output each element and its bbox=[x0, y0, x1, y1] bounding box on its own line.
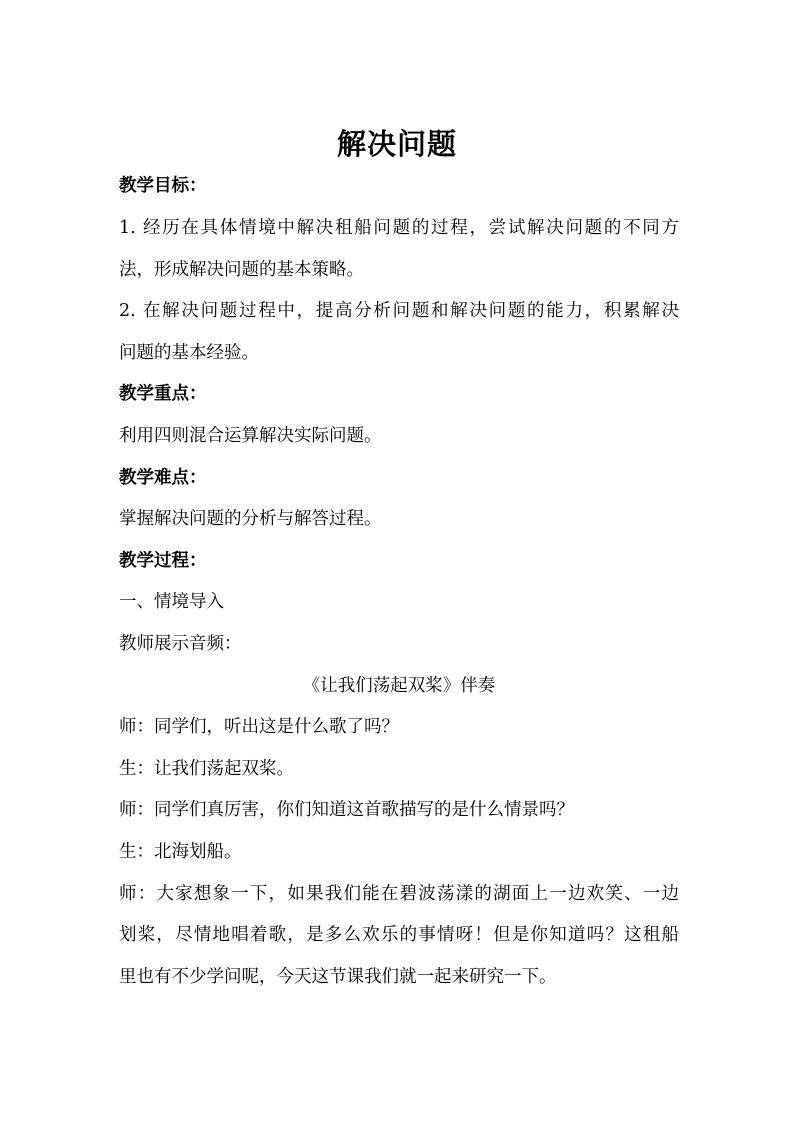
document-title: 解决问题 bbox=[336, 127, 457, 161]
objective-1-line-2: 法，形成解决问题的基本策略。 bbox=[119, 260, 364, 280]
dialogue-line: 师：同学们真厉害，你们知道这首歌描写的是什么情景吗？ bbox=[119, 800, 574, 820]
objective-1-line-1: 1. 经历在具体情境中解决租船问题的过程，尝试解决问题的不同方 bbox=[119, 218, 679, 238]
objectives-heading: 教学目标： bbox=[119, 176, 207, 196]
audio-title: 《让我们荡起双桨》伴奏 bbox=[302, 676, 496, 696]
difficulties-text: 掌握解决问题的分析与解答过程。 bbox=[119, 509, 382, 529]
section-1-heading: 一、情境导入 bbox=[119, 592, 224, 612]
dialogue-line: 师：同学们，听出这是什么歌了吗？ bbox=[119, 717, 399, 737]
teacher-shows-audio: 教师展示音频： bbox=[119, 634, 242, 654]
dialogue-line: 生：让我们荡起双桨。 bbox=[119, 759, 294, 779]
dialogue-line: 生：北海划船。 bbox=[119, 842, 242, 862]
objective-2-line-2: 问题的基本经验。 bbox=[119, 343, 259, 363]
objective-2-line-1: 2. 在解决问题过程中，提高分析问题和解决问题的能力，积累解决 bbox=[119, 301, 679, 321]
dialogue-5-line-1: 师：大家想象一下，如果我们能在碧波荡漾的湖面上一边欢笑、一边 bbox=[119, 884, 679, 904]
dialogue-5-line-3: 里也有不少学问呢，今天这节课我们就一起来研究一下。 bbox=[119, 967, 557, 987]
difficulties-heading: 教学难点： bbox=[119, 468, 207, 488]
key-points-text: 利用四则混合运算解决实际问题。 bbox=[119, 426, 382, 446]
dialogue-5-line-2: 划桨，尽情地唱着歌，是多么欢乐的事情呀！但是你知道吗？这租船 bbox=[119, 925, 679, 945]
key-points-heading: 教学重点： bbox=[119, 384, 207, 404]
process-heading: 教学过程： bbox=[119, 551, 207, 571]
